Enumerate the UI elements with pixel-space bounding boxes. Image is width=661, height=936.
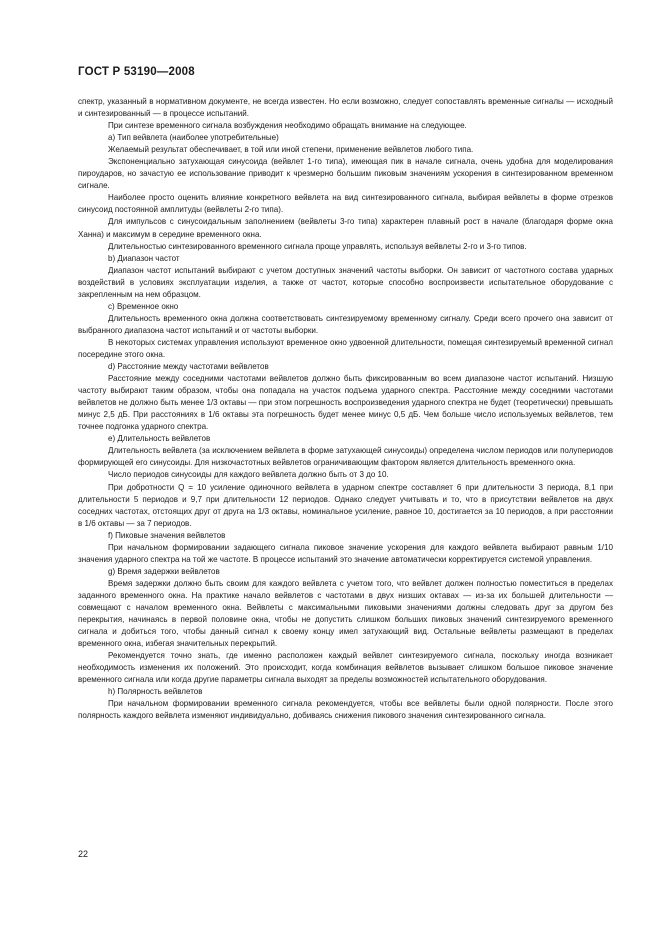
paragraph: Экспоненциально затухающая синусоида (вейвлет 1-го типа), имеющая пик в начале сигнала, очень удобна для моделирования пироударов, но зачастую ее использование приводит к чрезмерно большим пиковым значениям ускорения в синтезированном временном сигнале.	[78, 157, 613, 191]
paragraph: е) Длительность вейвлетов	[108, 434, 211, 444]
paragraph: Для импульсов с синусоидальным заполнением (вейвлеты 3-го типа) характерен плавный рост в начале (благодаря форме окна Ханна) и максимум в середине временного окна.	[78, 217, 613, 239]
paragraph: Желаемый результат обеспечивает, в той или иной степени, применение вейвлетов любого типа.	[108, 145, 474, 155]
paragraph: При добротности Q = 10 усиление одиночного вейвлета в ударном спектре составляет 6 при длительности 3 периода, 8,1 при длительности 5 периодов и 9,7 при длительности 12 периодов. Однако следует учитывать и то, что в присутствии вейвлетов на двух соседних частотах, отстоящих друг от друга на 1/3 октавы, номинальное усиление, равное 10, достигается за 10 периодов, а при расстоянии в 1/6 октавы — за 7 периодов.	[78, 482, 613, 528]
page-number: 22	[78, 849, 89, 859]
paragraph: При начальном формировании задающего сигнала пиковое значение ускорения для каждого вейвлета выбирают равным 1/10 значения ударного спектра на той же частоте. В процессе испытаний это значение автоматически корректируется системой управления.	[78, 542, 613, 564]
paragraph: Число периодов синусоиды для каждого вейвлета должно быть от 3 до 10.	[108, 470, 389, 480]
paragraph: спектр, указанный в нормативном документе, не всегда известен. Но если возможно, следует сопоставлять временные сигналы — исходный и синтезированный — в процессе испытаний.	[78, 97, 613, 119]
paragraph: При синтезе временного сигнала возбуждения необходимо обращать внимание на следующее.	[108, 121, 467, 131]
paragraph: h) Полярность вейвлетов	[108, 687, 203, 697]
paragraph: При начальном формировании временного сигнала рекомендуется, чтобы все вейвлеты были одной полярности. После этого полярность каждого вейвлета изменяют индивидуально, добиваясь снижения пикового значения синтезированного сигнала.	[78, 699, 613, 721]
paragraph: d) Расстояние между частотами вейвлетов	[108, 362, 269, 372]
paragraph: с) Временное окно	[108, 301, 179, 311]
paragraph: Наиболее просто оценить влияние конкретного вейвлета на вид синтезированного сигнала, выбирая вейвлеты в форме отрезков синусоид постоянной амплитуды (вейвлеты 2-го типа).	[78, 193, 613, 215]
paragraph: Длительность вейвлета (за исключением вейвлета в форме затухающей синусоиды) определена числом периодов или полупериодов формирующей его синусоиды. Для низкочастотных вейвлетов ограничивающим фактором является длительность временного окна.	[78, 446, 613, 468]
paragraph: Время задержки должно быть своим для каждого вейвлета с учетом того, что вейвлет должен полностью поместиться в пределах заданного временного окна. На практике начало вейвлетов с частотами в двух низших октавах — из-за их большей длительности — совмещают с началом временного окна. Вейвлеты с максимальными пиковыми значениями должны следовать друг за другом без перекрытия, начинаясь в первой половине окна, чтобы не допустить слишком больших пиковых значений синтезируемого временного сигнала и добиться того, чтобы данный сигнал к своему концу имел затухающий вид. Остальные вейвлеты размещают в пределах временного окна, избегая значительных перекрытий.	[78, 578, 613, 649]
paragraph: f) Пиковые значения вейвлетов	[108, 530, 226, 540]
paragraph: а) Тип вейвлета (наиболее употребительные)	[108, 133, 279, 143]
document-header: ГОСТ Р 53190—2008	[78, 66, 195, 78]
paragraph: В некоторых системах управления используют временное окно удвоенной длительности, помещая синтезируемый временной сигнал посередине этого окна.	[78, 337, 613, 359]
paragraph: Длительность временного окна должна соответствовать синтезируемому временному сигналу. Среди всего прочего она зависит от выбранного диапазона частот испытаний и от частоты выборки.	[78, 313, 613, 335]
paragraph: b) Диапазон частот	[108, 253, 180, 263]
paragraph: Длительностью синтезированного временного сигнала проще управлять, используя вейвлеты 2-го и 3-го типов.	[108, 241, 527, 251]
document-body	[78, 96, 613, 722]
paragraph: Диапазон частот испытаний выбирают с учетом доступных значений частоты выборки. Он зависит от частотного состава ударных воздействий в условиях эксплуатации изделия, а также от частот, которые способно воспроизвести испытательное оборудование с закрепленным на нем образцом.	[78, 265, 613, 299]
paragraph: Рекомендуется точно знать, где именно расположен каждый вейвлет синтезируемого сигнала, поскольку иногда возникает необходимость изменения их положений. Это происходит, когда комбинация вейвлетов вызывает слишком большое пиковое значение временного сигнала или когда другие параметры сигнала выходят за пределы возможностей испытательного оборудования.	[78, 651, 613, 685]
paragraph: g) Время задержки вейвлетов	[108, 566, 220, 576]
paragraph: Расстояние между соседними частотами вейвлетов должно быть фиксированным во всем диапазоне частот испытаний. Низшую частоту выбирают таким образом, чтобы она попадала на участок подъема ударного спектра. Расстояние между соседними частотами вейвлетов не должно быть менее 1/3 октавы — при этом погрешность воспроизведения ударного спектра не будет (теоретически) превышать минус 2,5 дБ. При расстояниях в 1/6 октавы эта погрешность будет менее минус 0,5 дБ. Чем больше число используемых вейвлетов, тем точнее подгонка ударного спектра.	[78, 374, 613, 432]
